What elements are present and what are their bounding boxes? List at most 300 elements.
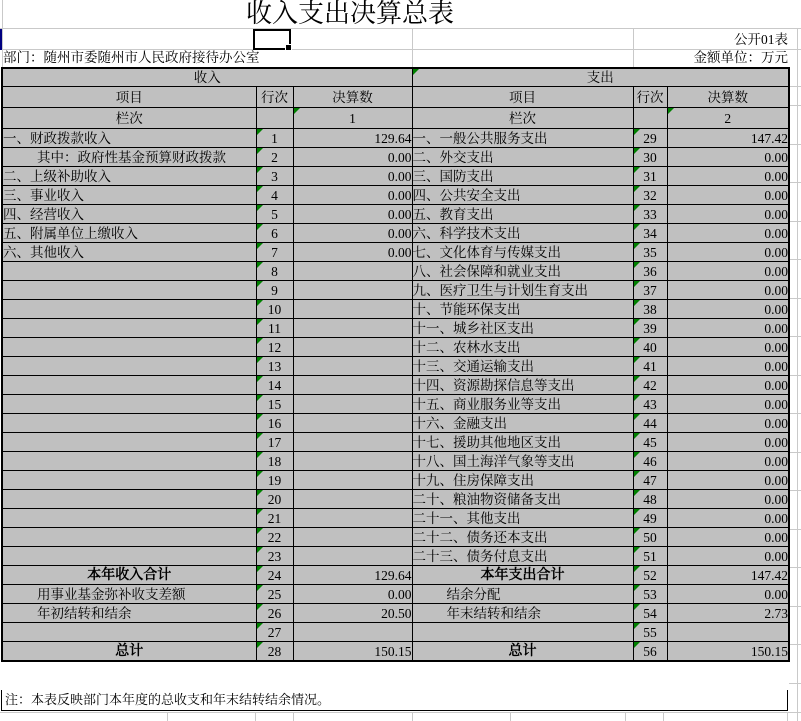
table-row [2, 224, 789, 243]
table-row [2, 604, 789, 623]
income-value-cell[interactable]: 150.15 [293, 642, 412, 662]
income-line-cell[interactable]: 11 [256, 319, 293, 338]
gridline-segment [663, 713, 664, 721]
income-item-cell[interactable] [2, 414, 256, 433]
table-head-rows [2, 68, 789, 129]
income-item-cell[interactable] [2, 319, 256, 338]
expense-value-cell[interactable]: 0.00 [667, 376, 789, 395]
expense-item-cell[interactable]: 二十、粮油物资储备支出 [412, 490, 633, 509]
gridline-segment [789, 490, 801, 491]
expense-line-cell[interactable]: 40 [633, 338, 667, 357]
income-item-cell[interactable]: 三、事业收入 [2, 186, 256, 205]
smart-tag-icon [257, 167, 263, 173]
expense-line-cell[interactable]: 43 [633, 395, 667, 414]
expense-line-cell[interactable]: 37 [633, 281, 667, 300]
smart-tag-icon [257, 509, 263, 515]
income-line-cell[interactable]: 10 [256, 300, 293, 319]
expense-item-cell[interactable]: 二十二、债务还本支出 [412, 528, 633, 547]
income-item-cell[interactable] [2, 262, 256, 281]
table-row [2, 357, 789, 376]
selected-cell[interactable] [253, 29, 291, 50]
table-row [2, 585, 789, 604]
table-row [2, 642, 789, 662]
expense-line-cell[interactable]: 55 [633, 623, 667, 642]
smart-tag-icon [634, 224, 640, 230]
income-value-cell[interactable]: 0.00 [293, 224, 412, 243]
gridline-segment [789, 683, 801, 684]
smart-tag-icon [634, 395, 640, 401]
gridline-segment [789, 452, 801, 453]
table-row [2, 300, 789, 319]
expense-item-cell[interactable]: 四、公共安全支出 [412, 186, 633, 205]
expense-value-cell[interactable]: 0.00 [667, 433, 789, 452]
smart-tag-icon [634, 585, 640, 591]
income-item-cell[interactable]: 用事业基金弥补收支差额 [2, 585, 256, 604]
expense-item-cell[interactable]: 三、国防支出 [412, 167, 633, 186]
gridline-segment [789, 105, 801, 106]
smart-tag-icon [634, 338, 640, 344]
expense-item-cell[interactable]: 结余分配 [412, 585, 633, 604]
smart-tag-icon [257, 585, 263, 591]
income-item-cell[interactable] [2, 357, 256, 376]
table-row [2, 167, 789, 186]
income-item-cell[interactable]: 二、上级补助收入 [2, 167, 256, 186]
income-line-cell[interactable]: 21 [256, 509, 293, 528]
income-value-cell[interactable] [293, 262, 412, 281]
gridline-segment [510, 713, 511, 721]
expense-line-cell[interactable]: 39 [633, 319, 667, 338]
expense-value-cell[interactable]: 0.00 [667, 509, 789, 528]
table-row [2, 490, 789, 509]
income-value-cell[interactable]: 0.00 [293, 186, 412, 205]
income-item-cell[interactable] [2, 623, 256, 642]
gridline-segment [789, 144, 801, 145]
smart-tag-icon [257, 414, 263, 420]
expense-line-cell[interactable]: 44 [633, 414, 667, 433]
smart-tag-icon [257, 224, 263, 230]
gridline-segment [625, 713, 626, 721]
expense-value-cell[interactable]: 0.00 [667, 490, 789, 509]
expense-line-cell[interactable]: 36 [633, 262, 667, 281]
income-line-cell[interactable]: 16 [256, 414, 293, 433]
expense-line-cell[interactable]: 52 [633, 566, 667, 585]
income-item-cell[interactable] [2, 338, 256, 357]
income-item-cell[interactable] [2, 547, 256, 566]
income-line-cell[interactable]: 22 [256, 528, 293, 547]
expense-value-cell[interactable]: 0.00 [667, 167, 789, 186]
income-item-cell[interactable]: 四、经营收入 [2, 205, 256, 224]
smart-tag-icon [634, 452, 640, 458]
smart-tag-icon [634, 205, 640, 211]
table-row [2, 566, 789, 585]
gridline-segment [789, 529, 801, 530]
smart-tag-icon [634, 490, 640, 496]
income-value-cell[interactable]: 0.00 [293, 167, 412, 186]
income-amount-header[interactable]: 决算数 [293, 87, 412, 108]
gridline-segment [789, 221, 801, 222]
income-value-cell[interactable]: 20.50 [293, 604, 412, 623]
income-line-cell[interactable]: 5 [256, 205, 293, 224]
income-item-cell[interactable] [2, 509, 256, 528]
income-line-cell[interactable]: 7 [256, 243, 293, 262]
smart-tag-icon [257, 528, 263, 534]
income-value-cell[interactable] [293, 528, 412, 547]
income-value-cell[interactable]: 129.64 [293, 566, 412, 585]
expense-lineno-header[interactable]: 行次 [633, 87, 667, 108]
income-item-cell[interactable]: 五、附属单位上缴收入 [2, 224, 256, 243]
expense-value-cell[interactable]: 147.42 [667, 566, 789, 585]
expense-value-cell[interactable]: 0.00 [667, 243, 789, 262]
income-item-header[interactable]: 项目 [2, 87, 256, 108]
expense-value-cell[interactable]: 150.15 [667, 642, 789, 662]
expense-value-cell[interactable]: 2.73 [667, 604, 789, 623]
income-value-cell[interactable] [293, 357, 412, 376]
gridline-segment [789, 375, 801, 376]
expense-item-cell[interactable] [412, 623, 633, 642]
income-item-cell[interactable]: 其中：政府性基金预算财政拨款 [2, 148, 256, 167]
table-row [2, 547, 789, 566]
income-column-no[interactable]: 1 [293, 108, 412, 129]
table-row [2, 338, 789, 357]
fill-handle[interactable] [285, 44, 292, 51]
table-row [2, 281, 789, 300]
income-value-cell[interactable] [293, 319, 412, 338]
expense-item-cell[interactable]: 十七、援助其他地区支出 [412, 433, 633, 452]
expense-line-cell[interactable]: 29 [633, 129, 667, 148]
income-item-cell[interactable] [2, 395, 256, 414]
smart-tag-icon [257, 129, 263, 135]
table-row [2, 623, 789, 642]
income-line-cell[interactable]: 2 [256, 148, 293, 167]
smart-tag-icon [257, 376, 263, 382]
table-row [2, 452, 789, 471]
table-code-cell[interactable]: 公开01表 [734, 32, 788, 47]
expense-item-cell[interactable]: 十五、商业服务业等支出 [412, 395, 633, 414]
income-value-cell[interactable] [293, 452, 412, 471]
smart-tag-icon [257, 395, 263, 401]
income-item-cell[interactable] [2, 490, 256, 509]
smart-tag-icon [257, 186, 263, 192]
table-row [2, 471, 789, 490]
income-line-cell[interactable]: 23 [256, 547, 293, 566]
income-line-cell[interactable]: 28 [256, 642, 293, 662]
smart-tag-icon [634, 433, 640, 439]
expense-value-cell[interactable] [667, 623, 789, 642]
table-row [2, 509, 789, 528]
expense-lineno-blank[interactable] [633, 108, 667, 129]
income-item-cell[interactable] [2, 433, 256, 452]
expense-line-cell[interactable]: 46 [633, 452, 667, 471]
income-lineno-blank[interactable] [256, 108, 293, 129]
expense-line-cell[interactable]: 48 [633, 490, 667, 509]
smart-tag-icon [634, 547, 640, 553]
income-item-cell[interactable]: 年初结转和结余 [2, 604, 256, 623]
smart-tag-icon [257, 452, 263, 458]
smart-tag-icon [634, 566, 640, 572]
smart-tag-icon [634, 376, 640, 382]
gridline-segment [789, 259, 801, 260]
smart-tag-icon [634, 300, 640, 306]
expense-line-cell[interactable]: 31 [633, 167, 667, 186]
income-value-cell[interactable] [293, 338, 412, 357]
expense-value-cell[interactable]: 0.00 [667, 281, 789, 300]
table-row [2, 433, 789, 452]
expense-value-cell[interactable]: 0.00 [667, 585, 789, 604]
gridline-horizontal [0, 28, 801, 29]
smart-tag-icon [257, 300, 263, 306]
expense-item-cell[interactable]: 六、科学技术支出 [412, 224, 633, 243]
expense-line-cell[interactable]: 54 [633, 604, 667, 623]
smart-tag-icon [634, 186, 640, 192]
income-value-cell[interactable]: 129.64 [293, 129, 412, 148]
expense-column-label[interactable]: 栏次 [412, 108, 633, 129]
gridline-segment [789, 182, 801, 183]
income-value-cell[interactable] [293, 471, 412, 490]
income-item-cell[interactable] [2, 281, 256, 300]
expense-line-cell[interactable]: 38 [633, 300, 667, 319]
income-item-cell[interactable]: 本年收入合计 [2, 566, 256, 585]
expense-item-cell[interactable]: 十九、住房保障支出 [412, 471, 633, 490]
expense-line-cell[interactable]: 41 [633, 357, 667, 376]
income-line-cell[interactable]: 17 [256, 433, 293, 452]
expense-line-cell[interactable]: 47 [633, 471, 667, 490]
income-line-cell[interactable]: 25 [256, 585, 293, 604]
expense-line-cell[interactable]: 49 [633, 509, 667, 528]
gridline-segment [789, 86, 801, 87]
gridline-horizontal [0, 712, 801, 713]
income-line-cell[interactable]: 4 [256, 186, 293, 205]
smart-tag-icon [634, 509, 640, 515]
note-cell[interactable]: 注：本表反映部门本年度的总收支和年末结转结余情况。 [1, 690, 788, 711]
income-value-cell[interactable] [293, 433, 412, 452]
income-value-cell[interactable]: 0.00 [293, 585, 412, 604]
expense-item-cell[interactable]: 一、一般公共服务支出 [412, 129, 633, 148]
income-value-cell[interactable] [293, 395, 412, 414]
income-line-cell[interactable]: 27 [256, 623, 293, 642]
expense-line-cell[interactable]: 45 [633, 433, 667, 452]
gridline-segment [255, 713, 256, 721]
smart-tag-icon [634, 281, 640, 287]
column-header-row [2, 87, 789, 108]
expense-line-cell[interactable]: 30 [633, 148, 667, 167]
unit-cell[interactable]: 金额单位：万元 [693, 50, 788, 65]
expense-item-cell[interactable]: 七、文化体育与传媒支出 [412, 243, 633, 262]
smart-tag-icon [257, 547, 263, 553]
expense-amount-header[interactable]: 决算数 [667, 87, 789, 108]
smart-tag-icon [257, 357, 263, 363]
income-line-cell[interactable]: 26 [256, 604, 293, 623]
expense-line-cell[interactable]: 50 [633, 528, 667, 547]
income-item-cell[interactable] [2, 528, 256, 547]
gridline-segment [789, 298, 801, 299]
smart-tag-icon [634, 167, 640, 173]
income-item-cell[interactable] [2, 376, 256, 395]
smart-tag-icon [257, 623, 263, 629]
expense-column-no[interactable]: 2 [667, 108, 789, 129]
department-cell[interactable]: 部门：随州市委随州市人民政府接待办公室 [3, 50, 260, 65]
section-header-row [2, 68, 789, 87]
table-row [2, 186, 789, 205]
income-value-cell[interactable]: 0.00 [293, 148, 412, 167]
income-line-cell[interactable]: 18 [256, 452, 293, 471]
smart-tag-icon [634, 642, 640, 648]
income-line-cell[interactable]: 15 [256, 395, 293, 414]
expense-value-cell[interactable]: 0.00 [667, 471, 789, 490]
income-value-cell[interactable]: 0.00 [293, 205, 412, 224]
expense-item-cell[interactable]: 十四、资源勘探信息等支出 [412, 376, 633, 395]
income-value-cell[interactable] [293, 623, 412, 642]
table-row [2, 262, 789, 281]
table-row [2, 528, 789, 547]
gridline-segment [789, 413, 801, 414]
smart-tag-icon [634, 129, 640, 135]
smart-tag-icon [257, 490, 263, 496]
expense-item-cell[interactable]: 本年支出合计 [412, 566, 633, 585]
expense-value-cell[interactable]: 0.00 [667, 338, 789, 357]
income-value-cell[interactable] [293, 414, 412, 433]
gridline-segment [789, 606, 801, 607]
income-line-cell[interactable]: 24 [256, 566, 293, 585]
expense-item-cell[interactable]: 十二、农林水支出 [412, 338, 633, 357]
smart-tag-icon [634, 357, 640, 363]
expense-item-cell[interactable]: 年末结转和结余 [412, 604, 633, 623]
expense-item-cell[interactable]: 十三、交通运输支出 [412, 357, 633, 376]
income-line-cell[interactable]: 12 [256, 338, 293, 357]
income-line-cell[interactable]: 20 [256, 490, 293, 509]
income-value-cell[interactable] [293, 490, 412, 509]
income-line-cell[interactable]: 13 [256, 357, 293, 376]
table-row [2, 148, 789, 167]
smart-tag-icon [634, 243, 640, 249]
income-line-cell[interactable]: 1 [256, 129, 293, 148]
expense-value-cell[interactable]: 0.00 [667, 186, 789, 205]
expense-item-cell[interactable]: 九、医疗卫生与计划生育支出 [412, 281, 633, 300]
income-item-cell[interactable]: 六、其他收入 [2, 243, 256, 262]
table-row [2, 129, 789, 148]
smart-tag-icon [257, 148, 263, 154]
smart-tag-icon [257, 471, 263, 477]
expense-value-cell[interactable]: 0.00 [667, 357, 789, 376]
expense-section-header[interactable]: 支出 [412, 68, 789, 87]
smart-tag-icon [634, 319, 640, 325]
expense-item-cell[interactable]: 二十一、其他支出 [412, 509, 633, 528]
income-line-cell[interactable]: 14 [256, 376, 293, 395]
expense-line-cell[interactable]: 35 [633, 243, 667, 262]
expense-item-cell[interactable]: 五、教育支出 [412, 205, 633, 224]
gridline-segment [789, 336, 801, 337]
income-value-cell[interactable] [293, 547, 412, 566]
expense-item-cell[interactable]: 二十三、债务付息支出 [412, 547, 633, 566]
expense-line-cell[interactable]: 33 [633, 205, 667, 224]
expense-item-cell[interactable]: 十六、金融支出 [412, 414, 633, 433]
expense-value-cell[interactable]: 0.00 [667, 414, 789, 433]
expense-line-cell[interactable]: 53 [633, 585, 667, 604]
expense-value-cell[interactable]: 0.00 [667, 547, 789, 566]
income-line-cell[interactable]: 9 [256, 281, 293, 300]
income-section-header[interactable]: 收入 [2, 68, 412, 87]
table-row [2, 395, 789, 414]
gridline-segment [789, 644, 801, 645]
smart-tag-icon [257, 262, 263, 268]
expense-value-cell[interactable]: 0.00 [667, 262, 789, 281]
income-line-cell[interactable]: 6 [256, 224, 293, 243]
expense-value-cell[interactable]: 0.00 [667, 319, 789, 338]
expense-value-cell[interactable]: 0.00 [667, 224, 789, 243]
smart-tag-icon [257, 604, 263, 610]
expense-value-cell[interactable]: 147.42 [667, 129, 789, 148]
expense-item-cell[interactable]: 十一、城乡社区支出 [412, 319, 633, 338]
income-item-cell[interactable]: 一、财政拨款收入 [2, 129, 256, 148]
income-item-cell[interactable] [2, 471, 256, 490]
expense-item-cell[interactable]: 八、社会保障和就业支出 [412, 262, 633, 281]
income-item-cell[interactable] [2, 452, 256, 471]
income-column-label[interactable]: 栏次 [2, 108, 256, 129]
income-value-cell[interactable] [293, 376, 412, 395]
income-item-cell[interactable] [2, 300, 256, 319]
income-value-cell[interactable] [293, 281, 412, 300]
smart-tag-icon [257, 243, 263, 249]
expense-value-cell[interactable]: 0.00 [667, 452, 789, 471]
table-body [2, 129, 789, 662]
smart-tag-icon [634, 471, 640, 477]
smart-tag-icon [668, 108, 674, 114]
expense-line-cell[interactable]: 56 [633, 642, 667, 662]
smart-tag-icon [257, 338, 263, 344]
smart-tag-icon [634, 528, 640, 534]
smart-tag-icon [634, 604, 640, 610]
expense-line-cell[interactable]: 32 [633, 186, 667, 205]
expense-value-cell[interactable]: 0.00 [667, 205, 789, 224]
income-value-cell[interactable] [293, 509, 412, 528]
income-line-cell[interactable]: 19 [256, 471, 293, 490]
gridline-vertical [412, 29, 413, 67]
smart-tag-icon [634, 148, 640, 154]
expense-line-cell[interactable]: 34 [633, 224, 667, 243]
expense-item-cell[interactable]: 二、外交支出 [412, 148, 633, 167]
gridline-segment [167, 713, 168, 721]
selection-row-indicator [0, 29, 2, 50]
gridline-segment [412, 713, 413, 721]
expense-item-cell[interactable]: 十、节能环保支出 [412, 300, 633, 319]
expense-value-cell[interactable]: 0.00 [667, 395, 789, 414]
smart-tag-icon [634, 414, 640, 420]
expense-item-header[interactable]: 项目 [412, 87, 633, 108]
table-row [2, 205, 789, 224]
income-line-cell[interactable]: 3 [256, 167, 293, 186]
income-line-cell[interactable]: 8 [256, 262, 293, 281]
expense-line-cell[interactable]: 42 [633, 376, 667, 395]
smart-tag-icon [413, 69, 419, 75]
smart-tag-icon [257, 433, 263, 439]
expense-item-cell[interactable]: 总计 [412, 642, 633, 662]
table-row [2, 243, 789, 262]
expense-value-cell[interactable]: 0.00 [667, 528, 789, 547]
smart-tag-icon [257, 319, 263, 325]
expense-value-cell[interactable]: 0.00 [667, 300, 789, 319]
income-value-cell[interactable]: 0.00 [293, 243, 412, 262]
income-item-cell[interactable]: 总计 [2, 642, 256, 662]
income-value-cell[interactable] [293, 300, 412, 319]
sheet-title[interactable]: 收入支出决算总表 [245, 0, 454, 28]
expense-item-cell[interactable]: 十八、国土海洋气象等支出 [412, 452, 633, 471]
expense-line-cell[interactable]: 51 [633, 547, 667, 566]
expense-value-cell[interactable]: 0.00 [667, 148, 789, 167]
smart-tag-icon [634, 623, 640, 629]
smart-tag-icon [257, 281, 263, 287]
income-lineno-header[interactable]: 行次 [256, 87, 293, 108]
table-row [2, 414, 789, 433]
smart-tag-icon [257, 642, 263, 648]
